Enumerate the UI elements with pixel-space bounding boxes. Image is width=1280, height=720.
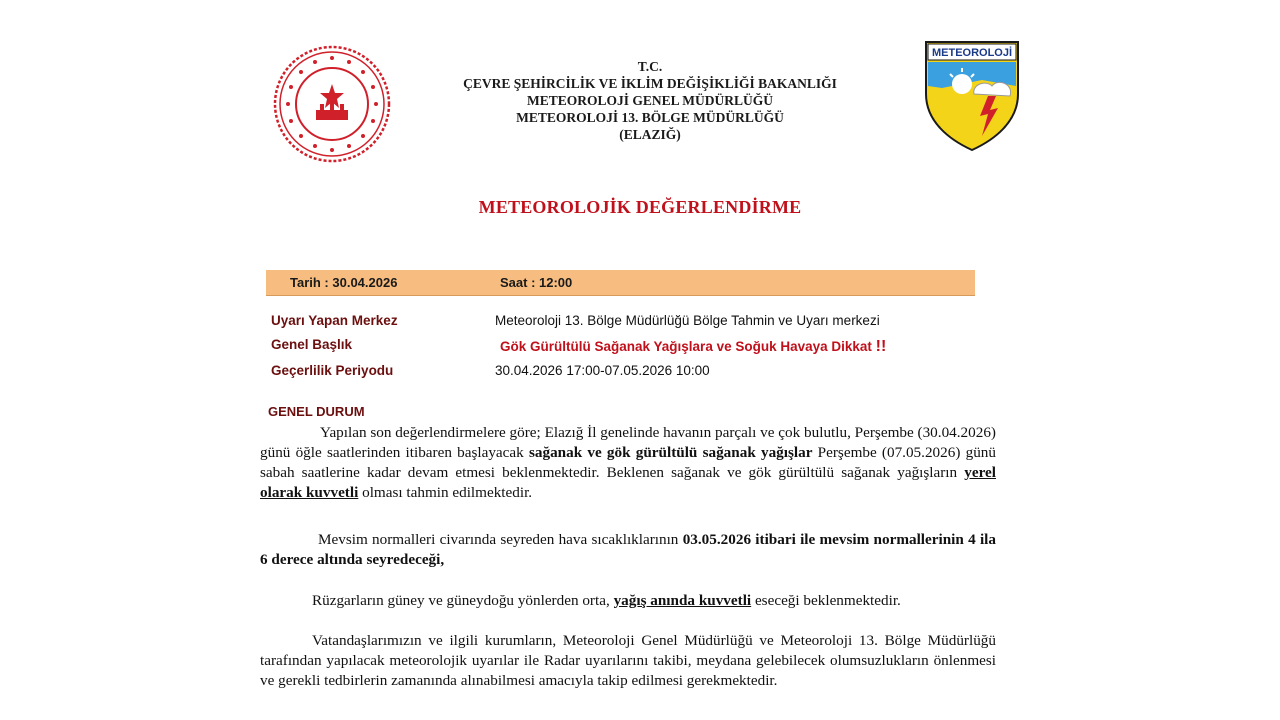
header-line-tc: T.C. <box>637 59 663 74</box>
header-line-city: (ELAZIĞ) <box>619 127 681 142</box>
warning-center-label: Uyarı Yapan Merkez <box>271 313 398 328</box>
p3-strong-wind: yağış anında kuvvetli <box>613 592 752 609</box>
paragraph-temperature <box>260 530 996 570</box>
paragraph-wind <box>260 591 996 611</box>
p3-text-a: Rüzgarların güney ve güneydoğu yönlerden orta, <box>312 592 614 609</box>
meteoroloji-logo <box>922 40 1022 152</box>
paragraph-general <box>260 423 996 503</box>
p1-text-c: Perşembe (07.05.2026) günü sabah saatlerine kadar devam etmesi beklenmektedir. Beklenen sağanak ve gök gürültülü sağanak yağışların <box>260 444 996 481</box>
general-situation-heading: GENEL DURUM <box>268 404 365 419</box>
report-time: Saat : 12:00 <box>500 275 573 290</box>
headline-text: Gök Gürültülü Sağanak Yağışlara ve Soğuk Havaya Dikkat <box>500 339 872 354</box>
header-line-ministry: ÇEVRE ŞEHİRCİLİK VE İKLİM DEĞİŞİKLİĞİ BAKANLIĞI <box>463 76 837 91</box>
paragraph-advisory <box>260 631 996 691</box>
validity-label: Geçerlilik Periyodu <box>271 363 394 378</box>
document-title: METEOROLOJİK DEĞERLENDİRME <box>478 197 802 217</box>
p1-locally-strong: yerel olarak kuvvetli <box>260 464 996 501</box>
headline-exclamation: !! <box>875 338 887 355</box>
p2-text-a: Mevsim normalleri civarında seyreden hava sıcaklıklarının <box>318 531 683 548</box>
header-line-regional: METEOROLOJİ 13. BÖLGE MÜDÜRLÜĞÜ <box>516 110 784 125</box>
report-date: Tarih : 30.04.2026 <box>290 275 398 290</box>
validity-value: 30.04.2026 17:00-07.05.2026 10:00 <box>495 363 710 378</box>
headline-value <box>500 338 886 356</box>
p4-text: Vatandaşlarımızın ve ilgili kurumların, Meteoroloji Genel Müdürlüğü ve Meteoroloji 13. Bölge Müdürlüğü tarafından yapılacak meteorolojik uyarılar ile Radar uyarılarını takibi, meydana gelebilecek olumsuzlukların önlenmesi ve gerekli tedbirlerin zamanında alınabilmesi amacıyla takip edilmesi gerekmektedir. <box>260 632 996 689</box>
p1-bold-showers: sağanak ve gök gürültülü sağanak yağışlar <box>528 444 813 461</box>
p2-bold-temperature: 03.05.2026 itibari ile mevsim normallerinin 4 ila 6 derece altında seyredeceği, <box>260 531 996 568</box>
p3-text-c: eseceği beklenmektedir. <box>751 592 901 609</box>
p1-text-e: olması tahmin edilmektedir. <box>358 484 533 501</box>
header-line-directorate: METEOROLOJİ GENEL MÜDÜRLÜĞÜ <box>526 93 774 108</box>
warning-center-value: Meteoroloji 13. Bölge Müdürlüğü Bölge Tahmin ve Uyarı merkezi <box>495 313 880 328</box>
ministry-header <box>380 58 920 143</box>
ministry-seal-logo <box>272 44 392 164</box>
date-time-bar <box>266 270 975 296</box>
p1-text-a: Yapılan son değerlendirmelere göre; Elazığ İl genelinde havanın parçalı ve çok bulutlu, Perşembe (30.04.2026) günü öğle saatlerinden itibaren başlayacak <box>260 424 996 461</box>
meteoroloji-logo-text: METEOROLOJİ <box>931 47 1013 59</box>
headline-label: Genel Başlık <box>271 337 353 352</box>
